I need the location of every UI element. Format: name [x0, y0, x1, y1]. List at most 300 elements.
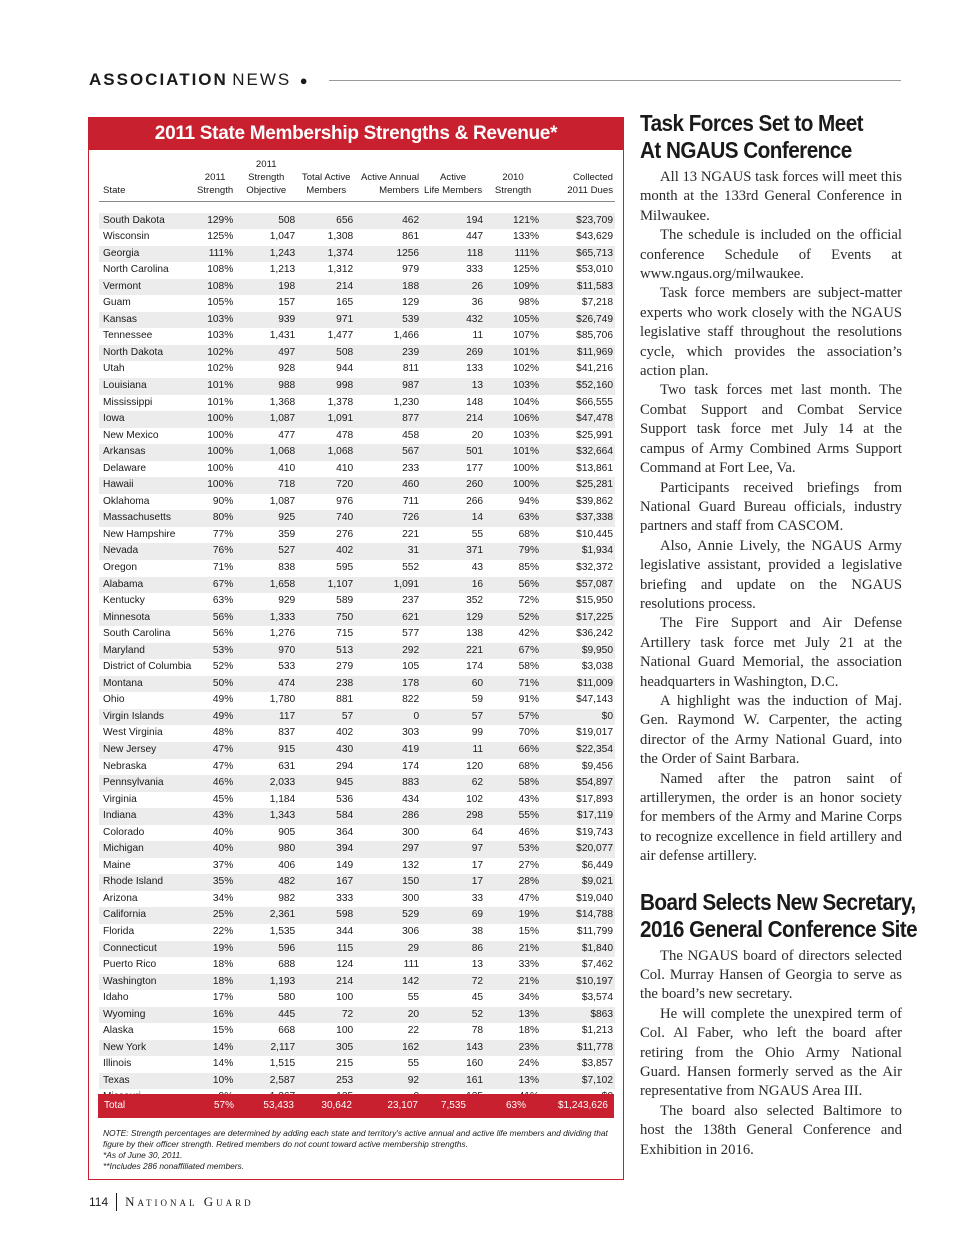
cell-value: 108% — [207, 264, 234, 276]
cell-value: 198 — [278, 280, 296, 292]
cell-value: 915 — [278, 744, 296, 755]
table-row — [99, 461, 615, 478]
table-row — [99, 974, 615, 991]
cell-value: $47,143 — [576, 694, 613, 706]
cell-value: 1,658 — [269, 578, 296, 590]
cell-value: 11 — [472, 330, 484, 342]
cell-value: 430 — [336, 744, 354, 755]
cell-value: 103% — [207, 330, 234, 342]
cell-value: 100% — [512, 462, 540, 474]
cell-value: $14,788 — [576, 909, 613, 921]
cell-value: 477 — [278, 429, 296, 441]
cell-value: 1,107 — [327, 578, 354, 590]
cell-value: 106% — [512, 413, 540, 425]
table-row — [99, 477, 615, 494]
cell-value: 105% — [512, 313, 540, 325]
cell-value: 988 — [278, 379, 296, 391]
table-row — [99, 1007, 615, 1024]
cell-value: $13,861 — [576, 462, 613, 474]
cell-value: 56% — [518, 578, 540, 590]
cell-value: 46% — [518, 826, 540, 838]
article-column — [640, 110, 918, 1160]
cell-value: 527 — [278, 545, 296, 557]
cell-value: 726 — [402, 512, 420, 524]
cell-value: 1,213 — [269, 264, 296, 276]
table-row — [99, 725, 615, 742]
cell-value: $53,010 — [576, 264, 613, 276]
cell-value: $9,021 — [581, 876, 613, 888]
cell-value: 306 — [402, 926, 420, 938]
cell-value: 148 — [466, 396, 484, 408]
table-row — [99, 428, 615, 445]
table-row — [99, 395, 615, 412]
cell-value: 105 — [402, 661, 420, 673]
cell-state: Indiana — [103, 810, 137, 822]
cell-value: $1,840 — [581, 942, 613, 954]
cell-state: Virginia — [103, 793, 137, 805]
total-objective: 53,433 — [263, 1100, 294, 1111]
table-row — [99, 808, 615, 825]
cell-value: 18% — [212, 959, 234, 971]
cell-value: $9,456 — [581, 760, 613, 772]
table-title: 2011 State Membership Strengths & Revenue* — [89, 118, 623, 150]
cell-value: 174 — [466, 661, 484, 673]
cell-value: 13% — [518, 1008, 540, 1020]
table-row — [99, 527, 615, 544]
cell-value: 513 — [336, 644, 354, 656]
cell-value: 160 — [466, 1058, 484, 1070]
cell-value: 101% — [207, 379, 234, 391]
cell-value: 68% — [518, 528, 540, 540]
cell-value: 13% — [518, 1074, 540, 1086]
cell-value: 157 — [278, 297, 296, 309]
cell-state: Louisiana — [103, 379, 147, 391]
cell-value: 149 — [336, 859, 354, 871]
cell-value: 237 — [402, 595, 420, 607]
cell-value: $65,713 — [576, 247, 613, 259]
cell-value: 11 — [472, 744, 484, 755]
table-row — [99, 295, 615, 312]
cell-value: 286 — [402, 810, 420, 822]
cell-value: $57,087 — [576, 578, 613, 590]
cell-value: 1256 — [396, 247, 420, 259]
cell-value: 142 — [402, 975, 420, 987]
total-annual: 23,107 — [387, 1100, 418, 1111]
cell-value: $3,857 — [581, 1058, 613, 1070]
cell-value: 99 — [471, 727, 484, 739]
cell-value: 24% — [518, 1058, 540, 1070]
cell-value: 279 — [336, 661, 354, 673]
cell-state: Massachusetts — [103, 512, 171, 524]
article1-paragraph: Task force members are subject-matter experts who work closely with the NGAUS legislative staff throughout the resolutions cycle, which provides the association’s action plan. — [640, 285, 902, 380]
cell-value: 22% — [212, 926, 234, 938]
cell-value: 118 — [466, 247, 484, 259]
cell-state: Connecticut — [103, 942, 157, 954]
cell-value: 297 — [402, 843, 420, 855]
header-rule — [329, 80, 901, 81]
cell-value: 100% — [207, 413, 234, 425]
cell-value: 45% — [212, 793, 234, 805]
cell-value: 124 — [336, 959, 354, 971]
cell-value: 300 — [402, 826, 420, 838]
cell-value: 688 — [278, 959, 296, 971]
cell-value: 43 — [471, 561, 484, 573]
total-dues: $1,243,626 — [557, 1100, 608, 1111]
cell-state: North Carolina — [103, 264, 169, 276]
cell-value: 63% — [212, 595, 234, 607]
cell-value: 52% — [212, 661, 234, 673]
header-active: Total Active Members — [301, 172, 351, 196]
cell-value: 1,780 — [269, 694, 296, 706]
cell-value: 552 — [402, 561, 420, 573]
cell-state: California — [103, 909, 147, 921]
table-row — [99, 709, 615, 726]
cell-value: 50% — [212, 677, 234, 689]
cell-state: Colorado — [103, 826, 145, 838]
cell-value: 668 — [278, 1025, 296, 1037]
table-row — [99, 891, 615, 908]
article2-title-line1: Board Selects New Secretary, — [640, 888, 916, 915]
cell-value: 419 — [402, 744, 420, 755]
cell-value: 877 — [402, 413, 420, 425]
cell-state: Pennsylvania — [103, 777, 164, 789]
article1-title-line2: At NGAUS Conference — [640, 137, 852, 163]
cell-value: 711 — [402, 495, 420, 507]
header-objective: 2011 Strength Objective — [246, 159, 287, 196]
cell-value: 38 — [471, 926, 484, 938]
cell-value: $0 — [601, 710, 613, 722]
cell-value: 1,477 — [327, 330, 354, 342]
cell-value: $11,778 — [576, 1041, 613, 1053]
cell-state: Wisconsin — [103, 231, 150, 243]
cell-value: 1,312 — [327, 264, 354, 276]
cell-state: Puerto Rico — [103, 959, 157, 971]
cell-value: 861 — [402, 231, 420, 243]
cell-state: West Virginia — [103, 727, 163, 739]
cell-value: 482 — [278, 876, 296, 888]
cell-value: $22,354 — [576, 744, 613, 755]
cell-value: 67% — [518, 644, 540, 656]
cell-state: Rhode Island — [103, 876, 164, 888]
cell-state: Maine — [103, 859, 131, 871]
cell-value: 100 — [336, 1025, 354, 1037]
cell-value: 1,087 — [269, 495, 296, 507]
cell-value: 1,515 — [269, 1058, 296, 1070]
cell-value: 18% — [212, 975, 234, 987]
total-strength: 57% — [213, 1100, 234, 1111]
table-row — [99, 759, 615, 776]
cell-state: Oklahoma — [103, 495, 150, 507]
table-row — [99, 543, 615, 560]
cell-value: 1,184 — [269, 793, 296, 805]
cell-value: 881 — [336, 694, 354, 706]
cell-value: 117 — [278, 710, 296, 722]
cell-value: 80% — [212, 512, 234, 524]
table-row — [99, 659, 615, 676]
cell-value: 109% — [512, 280, 540, 292]
cell-value: $23,709 — [576, 214, 613, 226]
cell-state: Wyoming — [103, 1008, 146, 1020]
header-dues: Collected 2011 Dues — [567, 172, 613, 196]
cell-value: 27% — [518, 859, 540, 871]
cell-value: 68% — [518, 760, 540, 772]
cell-value: 1,333 — [269, 611, 296, 623]
cell-value: 715 — [336, 628, 354, 640]
total-active: 30,642 — [321, 1100, 352, 1111]
cell-value: 20 — [407, 1008, 420, 1020]
cell-value: $37,338 — [576, 512, 613, 524]
membership-table — [99, 158, 615, 1106]
cell-value: $36,242 — [576, 628, 613, 640]
article1-paragraph: A highlight was the induction of Maj. Gen. Raymond W. Carpenter, the acting director of the Army National Guard, into the Order of Saint Barbara. — [640, 692, 902, 768]
cell-value: 15% — [518, 926, 540, 938]
cell-value: 529 — [402, 909, 420, 921]
table-row — [99, 1023, 615, 1040]
table-row — [99, 279, 615, 296]
section-label-bold: ASSOCIATION — [89, 70, 228, 89]
cell-value: $25,281 — [576, 479, 613, 491]
cell-value: 253 — [336, 1074, 354, 1086]
cell-value: 101% — [512, 446, 540, 458]
cell-value: $66,555 — [576, 396, 613, 408]
cell-value: 143 — [466, 1041, 484, 1053]
cell-value: 928 — [278, 363, 296, 375]
cell-value: 97 — [471, 843, 484, 855]
cell-value: $11,969 — [576, 346, 613, 358]
cell-value: 656 — [336, 214, 354, 226]
cell-value: 71% — [212, 561, 234, 573]
cell-value: 838 — [278, 561, 296, 573]
cell-value: 1,535 — [269, 926, 296, 938]
table-row — [99, 345, 615, 362]
cell-value: 221 — [402, 528, 420, 540]
cell-value: 125% — [512, 264, 540, 276]
cell-value: $47,478 — [576, 413, 613, 425]
cell-value: 1,466 — [393, 330, 420, 342]
cell-value: 944 — [336, 363, 354, 375]
cell-value: 2,033 — [269, 777, 296, 789]
cell-value: 533 — [278, 661, 296, 673]
cell-value: 178 — [402, 677, 420, 689]
cell-value: 102% — [207, 363, 234, 375]
cell-value: 266 — [466, 495, 484, 507]
cell-value: 883 — [402, 777, 420, 789]
cell-value: 91% — [518, 694, 540, 706]
cell-value: 66% — [518, 744, 540, 755]
table-row — [99, 874, 615, 891]
cell-value: 410 — [278, 462, 296, 474]
cell-value: 56% — [212, 628, 234, 640]
cell-value: 90% — [212, 495, 234, 507]
cell-value: 621 — [402, 611, 420, 623]
cell-value: $19,743 — [576, 826, 613, 838]
cell-value: 402 — [336, 727, 354, 739]
cell-state: Arkansas — [103, 446, 146, 458]
cell-value: 48% — [212, 727, 234, 739]
article2-body — [640, 947, 902, 1160]
cell-value: $11,583 — [576, 280, 613, 292]
cell-value: 72% — [518, 595, 540, 607]
cell-value: $43,629 — [576, 231, 613, 243]
cell-value: 925 — [278, 512, 296, 524]
page-number: 114 — [89, 1193, 117, 1211]
cell-value: 33 — [471, 892, 484, 904]
cell-value: 0 — [413, 710, 420, 722]
cell-value: 580 — [278, 992, 296, 1004]
cell-value: 103% — [512, 429, 540, 441]
cell-value: 497 — [278, 346, 296, 358]
cell-value: 133 — [466, 363, 484, 375]
cell-value: 508 — [336, 346, 354, 358]
cell-value: $52,160 — [576, 379, 613, 391]
cell-value: 1,243 — [269, 247, 296, 259]
cell-value: 394 — [336, 843, 354, 855]
article-gap — [640, 867, 902, 889]
cell-state: New York — [103, 1041, 147, 1053]
cell-value: 371 — [466, 545, 484, 557]
cell-value: 55 — [471, 528, 484, 540]
cell-value: 1,091 — [327, 413, 354, 425]
cell-state: District of Columbia — [103, 661, 192, 673]
cell-value: 125% — [207, 231, 234, 243]
cell-value: 47% — [212, 744, 234, 755]
cell-value: 13 — [471, 959, 484, 971]
cell-value: 982 — [278, 892, 296, 904]
table-row — [99, 825, 615, 842]
cell-value: 92 — [407, 1074, 420, 1086]
article2-title-line2: 2016 General Conference Site — [640, 915, 918, 942]
cell-value: 434 — [402, 793, 420, 805]
cell-state: Iowa — [103, 413, 125, 425]
table-row — [99, 593, 615, 610]
cell-value: 811 — [402, 363, 420, 375]
table-row — [99, 626, 615, 643]
cell-state: Florida — [103, 926, 135, 938]
cell-value: 86 — [471, 942, 484, 954]
cell-value: 23% — [518, 1041, 540, 1053]
table-row — [99, 560, 615, 577]
cell-state: Michigan — [103, 843, 144, 855]
cell-value: 16 — [471, 578, 484, 590]
cell-value: 107% — [512, 330, 540, 342]
cell-value: 64 — [471, 826, 484, 838]
cell-value: 1,230 — [393, 396, 420, 408]
cell-value: 1,047 — [269, 231, 296, 243]
cell-value: 100% — [207, 446, 234, 458]
cell-state: Utah — [103, 363, 125, 375]
cell-value: 1,091 — [393, 578, 420, 590]
cell-value: 105% — [207, 297, 234, 309]
cell-value: 104% — [512, 396, 540, 408]
article2-paragraph: The NGAUS board of directors selected Col. Murray Hansen of Georgia to serve as the board’s new secretary. — [640, 947, 902, 1003]
cell-value: 79% — [518, 545, 540, 557]
cell-value: 53% — [518, 843, 540, 855]
cell-value: 101% — [207, 396, 234, 408]
cell-value: 462 — [402, 214, 420, 226]
cell-value: 447 — [466, 231, 484, 243]
cell-value: 740 — [336, 512, 354, 524]
cell-value: 214 — [336, 975, 354, 987]
cell-value: 100 — [336, 992, 354, 1004]
cell-value: $17,225 — [576, 611, 613, 623]
cell-value: 17 — [471, 859, 484, 871]
cell-value: 333 — [336, 892, 354, 904]
cell-state: Hawaii — [103, 479, 134, 491]
cell-value: 174 — [402, 760, 420, 772]
cell-value: 720 — [336, 479, 354, 491]
table-row — [99, 262, 615, 279]
cell-state: South Dakota — [103, 214, 165, 226]
page-footer — [89, 1193, 254, 1213]
article1-paragraph: The Fire Support and Air Defense Artillery task force met July 21 at the National Guard Memorial, the association headquarters in Washington, D.C. — [640, 615, 902, 690]
cell-value: 62 — [471, 777, 484, 789]
cell-value: 21% — [518, 975, 540, 987]
table-row — [99, 1056, 615, 1073]
cell-state: Oregon — [103, 561, 137, 573]
table-row — [99, 577, 615, 594]
cell-value: 26 — [471, 280, 484, 292]
cell-value: 14 — [471, 512, 484, 524]
cell-value: 49% — [212, 710, 234, 722]
cell-state: New Jersey — [103, 744, 157, 755]
cell-value: 188 — [402, 280, 420, 292]
article1-paragraph: Named after the patron saint of artillerymen, the order is an honor society for members of the Army and Marine Corps to recognize excellence in field artillery and air defense artillery. — [640, 770, 902, 865]
cell-state: Ohio — [103, 694, 125, 706]
cell-value: 344 — [336, 926, 354, 938]
cell-value: $17,119 — [576, 810, 613, 822]
cell-value: 238 — [336, 677, 354, 689]
cell-value: 406 — [278, 859, 296, 871]
cell-value: 47% — [212, 760, 234, 772]
total-2010-strength: 63% — [505, 1100, 526, 1111]
cell-value: 46% — [212, 777, 234, 789]
cell-value: 17% — [212, 992, 234, 1004]
cell-value: 214 — [336, 280, 354, 292]
cell-value: $54,897 — [576, 777, 613, 789]
cell-value: 15% — [212, 1025, 234, 1037]
cell-state: Mississippi — [103, 396, 153, 408]
table-row — [99, 312, 615, 329]
cell-value: 410 — [336, 462, 354, 474]
table-row — [99, 610, 615, 627]
table-row — [99, 957, 615, 974]
cell-value: 589 — [336, 595, 354, 607]
table-notes: NOTE: Strength percentages are determined by adding each state and territory's active annual and active life members and dividing that figure by their officer strength. Retired members do not count toward active membership strengths. *As of June 30, 2011. **Includes 286 nonaffiliated members. — [103, 1128, 608, 1171]
cell-value: 43% — [212, 810, 234, 822]
table-row — [99, 841, 615, 858]
header-state: State — [103, 185, 126, 196]
cell-value: 129 — [466, 611, 484, 623]
cell-value: 71% — [518, 677, 540, 689]
cell-value: 300 — [402, 892, 420, 904]
cell-value: 77% — [212, 528, 234, 540]
cell-value: 28% — [518, 876, 540, 888]
cell-state: Delaware — [103, 462, 147, 474]
cell-value: 239 — [402, 346, 420, 358]
cell-value: 10% — [212, 1074, 234, 1086]
cell-value: 165 — [336, 297, 354, 309]
cell-value: 72 — [341, 1008, 354, 1020]
table-row — [99, 775, 615, 792]
cell-value: 445 — [278, 1008, 296, 1020]
cell-value: 57% — [518, 710, 540, 722]
table-row — [99, 792, 615, 809]
cell-value: 1,068 — [269, 446, 296, 458]
cell-value: $39,862 — [576, 495, 613, 507]
cell-value: 76% — [212, 545, 234, 557]
table-spacer — [99, 202, 615, 213]
cell-value: 53% — [212, 644, 234, 656]
